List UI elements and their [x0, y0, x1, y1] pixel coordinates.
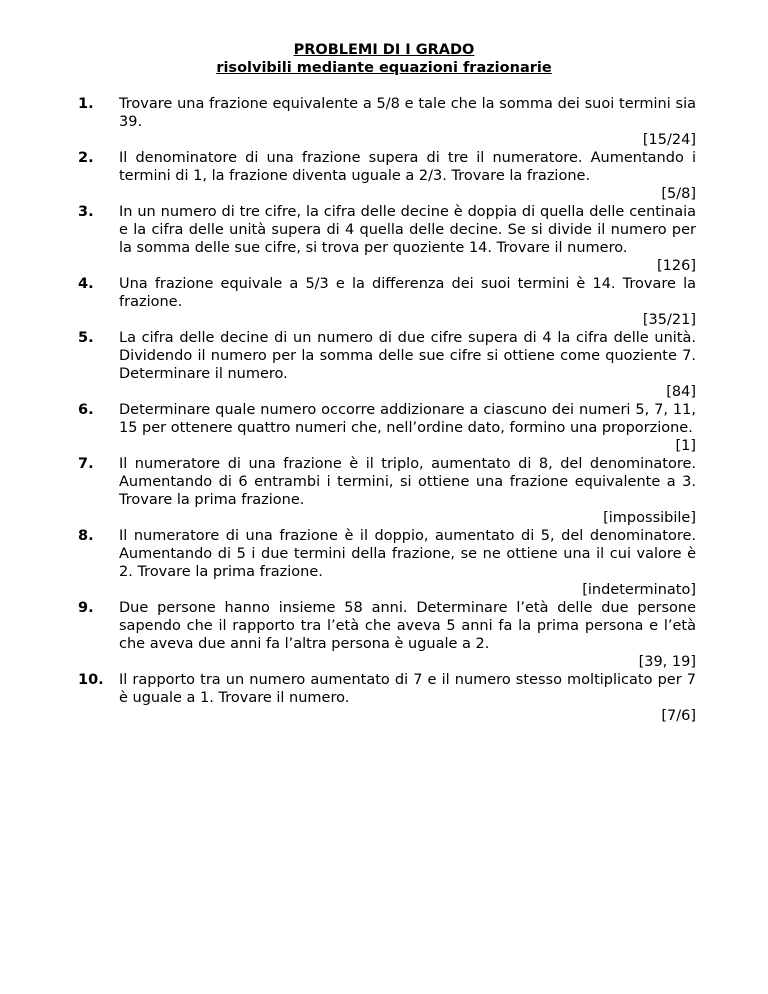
problem-number: 6.	[78, 402, 94, 418]
problem-text: Trovare una frazione equivalente a 5/8 e tale che la somma dei suoi termini sia 39.	[119, 96, 696, 130]
problem-answer: [indeterminato]	[582, 582, 696, 598]
problem-text: Determinare quale numero occorre addizionare a ciascuno dei numeri 5, 7, 11, 15 per ottenere quattro numeri che, nell’ordine dato, formino una proporzione.	[119, 402, 696, 436]
problem-text: Il denominatore di una frazione supera di tre il numeratore. Aumentando i termini di 1, la frazione diventa uguale a 2/3. Trovare la frazione.	[119, 150, 696, 184]
page-subtitle: risolvibili mediante equazioni frazionarie	[216, 60, 552, 76]
problem-number: 3.	[78, 204, 94, 220]
problem-item-6	[78, 401, 696, 455]
problem-answer: [39, 19]	[638, 654, 696, 670]
problem-text: In un numero di tre cifre, la cifra delle decine è doppia di quella delle centinaia e la cifra delle unità supera di 4 quella delle decine. Se si divide il numero per la somma delle sue cifre, si trova per quoziente 14. Trovare il numero.	[119, 204, 696, 256]
problem-number: 8.	[78, 528, 94, 544]
problem-item-2	[78, 149, 696, 203]
problem-answer: [15/24]	[642, 132, 696, 148]
problem-text: Due persone hanno insieme 58 anni. Determinare l’età delle due persone sapendo che il rapporto tra l’età che aveva 5 anni fa la prima persona e l’età che aveva due anni fa l’altra persona è uguale a 2.	[119, 600, 696, 652]
problem-item-3	[78, 203, 696, 275]
problem-answer: [5/8]	[661, 186, 696, 202]
problem-number: 9.	[78, 600, 94, 616]
problem-text: Il numeratore di una frazione è il triplo, aumentato di 8, del denominatore. Aumentando di 6 entrambi i termini, si ottiene una frazione equivalente a 3. Trovare la prima frazione.	[119, 456, 696, 508]
problem-answer: [126]	[657, 258, 696, 274]
title-block	[0, 41, 768, 77]
problem-text: Una frazione equivale a 5/3 e la differenza dei suoi termini è 14. Trovare la frazione.	[119, 276, 696, 310]
problem-number: 1.	[78, 96, 94, 112]
problem-number: 7.	[78, 456, 94, 472]
problem-answer: [84]	[666, 384, 696, 400]
problem-text: Il numeratore di una frazione è il doppio, aumentato di 5, del denominatore. Aumentando di 5 i due termini della frazione, se ne ottiene una il cui valore è 2. Trovare la prima frazione.	[119, 528, 696, 580]
problem-answer: [35/21]	[642, 312, 696, 328]
problem-item-5	[78, 329, 696, 401]
problem-number: 2.	[78, 150, 94, 166]
problem-item-4	[78, 275, 696, 329]
page-title: PROBLEMI DI I GRADO	[293, 42, 475, 58]
problem-item-8	[78, 527, 696, 599]
problem-item-1	[78, 95, 696, 149]
problem-number: 4.	[78, 276, 94, 292]
problem-item-10	[78, 671, 696, 725]
problem-text: La cifra delle decine di un numero di due cifre supera di 4 la cifra delle unità. Dividendo il numero per la somma delle sue cifre si ottiene come quoziente 7. Determinare il numero.	[119, 330, 696, 382]
problem-answer: [1]	[675, 438, 696, 454]
problem-text: Il rapporto tra un numero aumentato di 7 e il numero stesso moltiplicato per 7 è uguale a 1. Trovare il numero.	[119, 672, 696, 706]
problem-list	[78, 95, 696, 725]
problem-answer: [7/6]	[661, 708, 696, 724]
problem-item-9	[78, 599, 696, 671]
problem-number: 5.	[78, 330, 94, 346]
problem-number: 10.	[78, 672, 104, 688]
problem-answer: [impossibile]	[603, 510, 696, 526]
problem-item-7	[78, 455, 696, 527]
